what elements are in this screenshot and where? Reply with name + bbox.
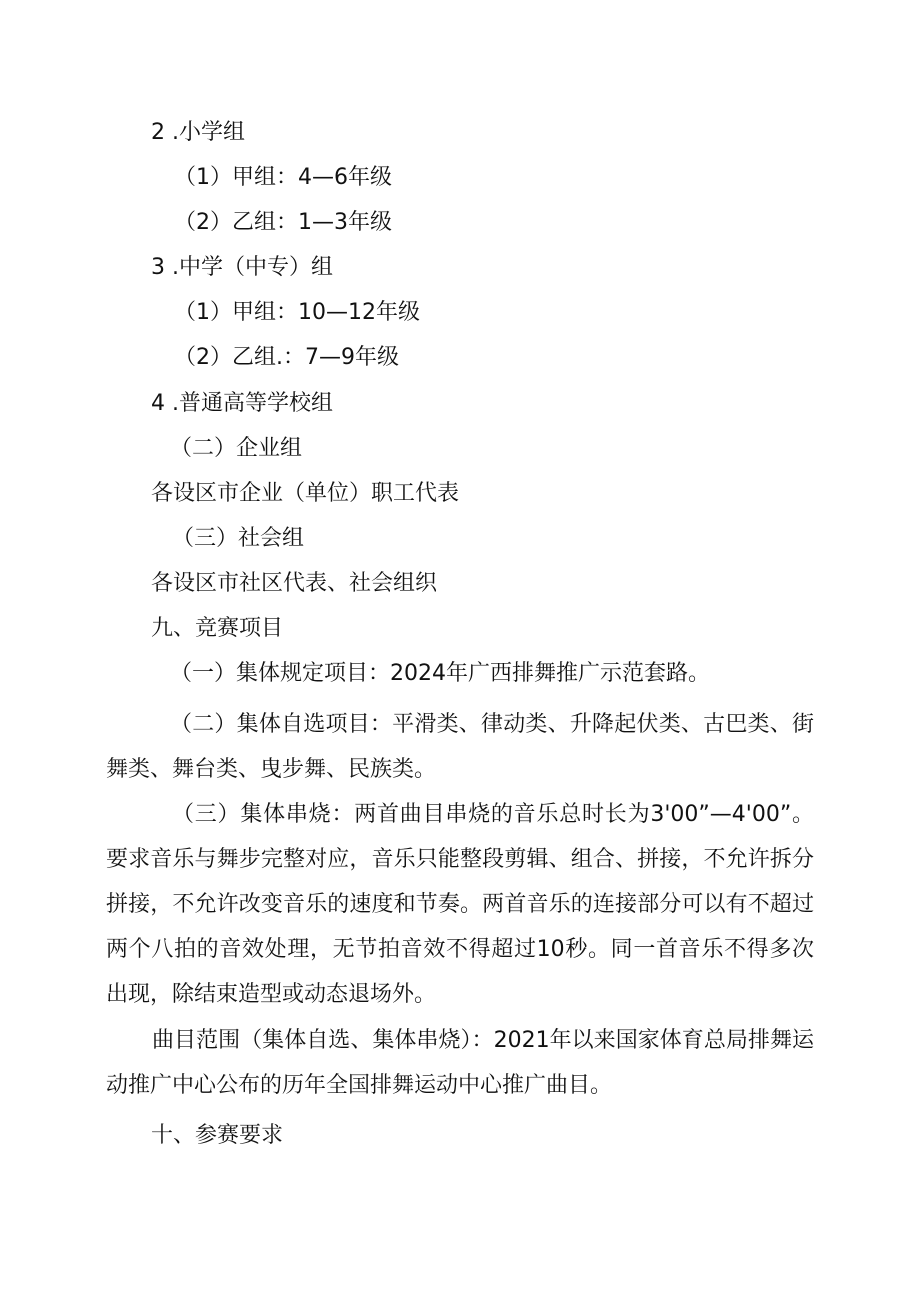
social-group-heading: （三）社会组 [172,526,305,551]
primary-group-b: （2）乙组：1—3年级 [174,210,392,235]
middle-group-b: （2）乙组.：7—9年级 [174,345,399,370]
enterprise-group-desc: 各设区市企业（单位）职工代表 [151,481,460,506]
competition-items-heading: 九、竞赛项目 [151,616,284,641]
college-heading: 4 .普通高等学校组 [151,391,333,416]
entry-requirements-heading: 十、参赛要求 [151,1123,284,1148]
middle-group-a: （1）甲组：10—12年级 [174,300,420,325]
collective-free-item: （二）集体自选项目：平滑类、律动类、升降起伏类、古巴类、街舞类、舞台类、曳步舞、民族类。 [106,712,814,782]
music-range: 曲目范围（集体自选、集体串烧）：2021年以来国家体育总局排舞运动推广中心公布的历年全国排舞运动中心推广曲目。 [106,1028,814,1098]
middle-school-heading: 3 .中学（中专）组 [151,255,333,280]
collective-medley-item: （三）集体串烧：两首曲目串烧的音乐总时长为3'00”—4'00”。要求音乐与舞步完整对应，音乐只能整段剪辑、组合、拼接，不允许拆分拼接，不允许改变音乐的速度和节奏。两首音乐的连接部分可以有不超过两个八拍的音效处理，无节拍音效不得超过10秒。同一首音乐不得多次出现，除结束造型或动态退场外。 [106,802,814,1007]
enterprise-group-heading: （二）企业组 [170,436,303,461]
social-group-desc: 各设区市社区代表、社会组织 [151,571,438,596]
primary-group-a: （1）甲组：4—6年级 [174,165,392,190]
primary-school-heading: 2 .小学组 [151,120,245,145]
collective-required-item: （一）集体规定项目：2024年广西排舞推广示范套路。 [170,661,710,686]
